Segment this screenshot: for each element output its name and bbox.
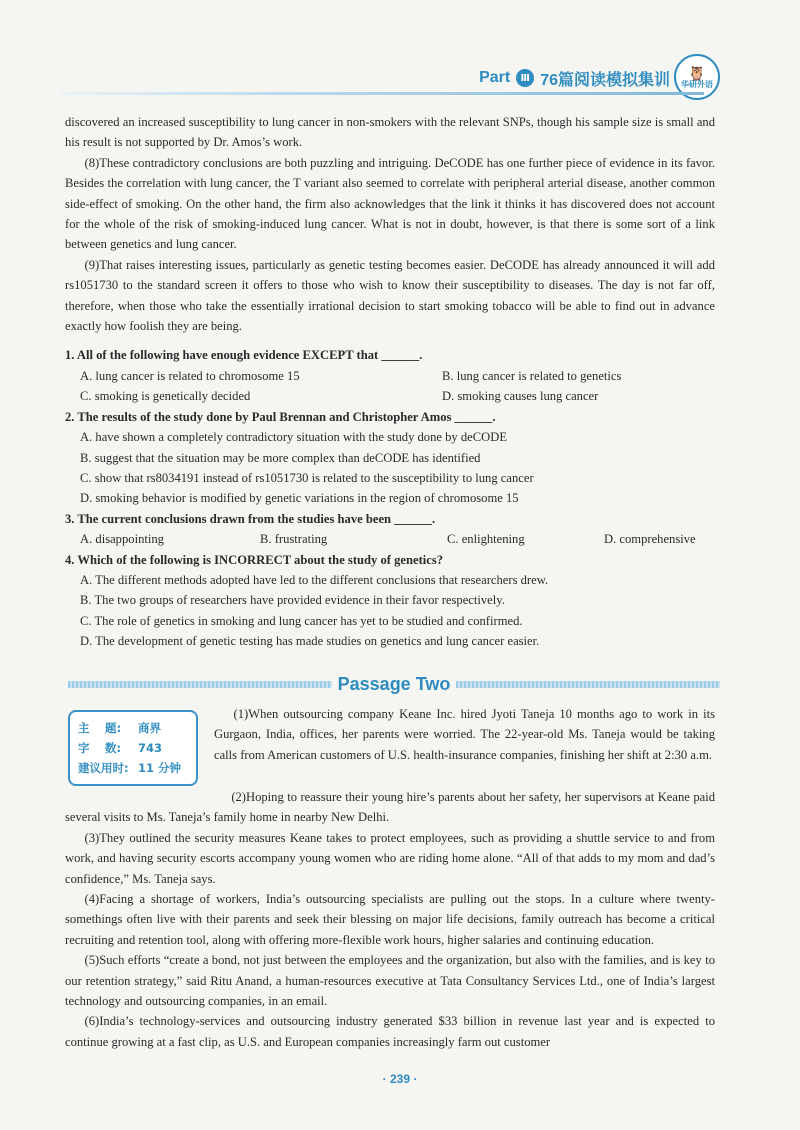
option-b: B. suggest that the situation may be more complex than deCODE has identified [80, 450, 481, 465]
option-c: C. enlightening [447, 532, 525, 547]
heading-rule-left [68, 681, 332, 688]
word-count-value: 743 [138, 741, 163, 755]
option-a: A. lung cancer is related to chromosome 15 [80, 368, 300, 383]
topic-label: 主 题: [78, 721, 122, 735]
part-number-badge: Ⅲ [516, 69, 534, 87]
word-count-label: 字 数: [78, 741, 122, 755]
paragraph-2: (2)Hoping to reassure their young hire’s parents about her safety, her supervisors at Keane paid several visits to Ms. Taneja’s family home in nearby New Delhi. [65, 790, 715, 825]
passage-two-heading [68, 672, 720, 696]
passage-info-box [68, 710, 198, 786]
option-d: D. smoking causes lung cancer [442, 389, 599, 404]
page-number: · 239 · [382, 1072, 418, 1086]
topic-value: 商界 [138, 721, 161, 735]
passage-two-body [65, 787, 715, 1052]
option-c: C. show that rs8034191 instead of rs1051730 is related to the susceptibility to lung cancer [80, 470, 534, 485]
question-3 [65, 509, 715, 550]
option-a: A. The different methods adopted have led to the different conclusions that researchers drew. [80, 572, 549, 587]
paragraph-6: (6)India’s technology-services and outsourcing industry generated $33 billion in revenue last year and is expected to continue growing at a fast clip, as U.S. and European companies increasingly farm out customer [65, 1014, 715, 1049]
passage-one-body [65, 112, 715, 652]
time-label: 建议用时: [78, 761, 129, 775]
part-label: Part [479, 69, 511, 86]
option-b: B. The two groups of researchers have provided evidence in their favor respectively. [80, 593, 505, 608]
paragraph-1: (1)When outsourcing company Keane Inc. hired Jyoti Taneja 10 months ago to work in its Gurgaon, India, offices, her parents were worried. The 22-year-old Ms. Taneja would be taking calls from American customers of U.S. health-insurance companies, finishing her shift at 2:30 a.m. [214, 707, 715, 762]
option-b: B. frustrating [260, 532, 328, 547]
header-divider [60, 92, 704, 95]
paragraph-8: (8)These contradictory conclusions are both puzzling and intriguing. DeCODE has one further piece of evidence in its favor. Besides the correlation with lung cancer, the T variant also seemed to correlate with peripheral arterial disease, another common side-effect of smoking. On the other hand, the firm also acknowledges that the link it thinks it has discovered does not account for the whole of the risk of smoking-induced lung cancer. What is not in doubt, however, is that there is some sort of a link between genetics and lung cancer. [65, 155, 715, 252]
question-list [65, 345, 715, 651]
question-1 [65, 345, 715, 406]
option-b: B. lung cancer is related to genetics [442, 368, 622, 383]
passage-two-intro [214, 704, 715, 765]
option-c: C. smoking is genetically decided [80, 389, 251, 404]
question-stem: 4. Which of the following is INCORRECT about the study of genetics? [65, 552, 444, 567]
part-heading [479, 66, 670, 90]
owl-icon: 🦉 [688, 64, 706, 81]
question-4 [65, 550, 715, 652]
question-stem: 1. All of the following have enough evidence EXCEPT that ______. [65, 348, 423, 363]
part-title: 76篇阅读模拟集训 [540, 71, 670, 89]
page-header [0, 50, 800, 100]
option-c: C. The role of genetics in smoking and lung cancer has yet to be studied and confirmed. [80, 613, 523, 628]
heading-rule-right [456, 681, 720, 688]
logo-text: 华研外语 [681, 79, 713, 89]
paragraph-3: (3)They outlined the security measures Keane takes to protect employees, such as providing a shuttle service to and from work, and having security escorts accompany young women who are riding home alone. “All of that adds to my mom and dad’s confidence,” Ms. Taneja says. [65, 830, 715, 886]
section-title: Passage Two [337, 673, 451, 694]
paragraph-9: (9)That raises interesting issues, particularly as genetic testing becomes easier. DeCODE has already announced it will add rs1051730 to the standard screen it offers to those who wish to know their susceptibility to diseases. The day is not far off, therefore, when those who take the essentially irrational decision to start smoking tobacco will be able to find out in advance exactly how foolish they are being. [65, 257, 715, 334]
continuation-paragraph: discovered an increased susceptibility to lung cancer in non-smokers with the relevant SNPs, though his sample size is small and his result is not supported by Dr. Amos’s work. [65, 115, 715, 150]
question-stem: 3. The current conclusions drawn from the studies have been ______. [65, 511, 436, 526]
question-stem: 2. The results of the study done by Paul Brennan and Christopher Amos ______. [65, 409, 496, 424]
option-a: A. disappointing [80, 532, 164, 547]
time-value: 11 分钟 [138, 761, 182, 775]
option-d: D. smoking behavior is modified by genetic variations in the region of chromosome 15 [80, 491, 519, 506]
option-d: D. The development of genetic testing has made studies on genetics and lung cancer easier. [80, 634, 540, 649]
paragraph-4: (4)Facing a shortage of workers, India’s outsourcing specialists are pulling out the stops. In a culture where twenty-somethings often live with their parents and seek their blessing on major life decisions, family outreach has become a critical recruiting and retention tool, along with offering more-flexible work hours, higher salaries and continuing education. [65, 892, 715, 947]
question-2 [65, 407, 715, 509]
option-d: D. comprehensive [604, 532, 696, 547]
paragraph-5: (5)Such efforts “create a bond, not just between the employees and the organization, but also with the families, and is key to our retention strategy,” said Ritu Anand, a human-resources executive at Tata Consultancy Services Ltd., one of India’s largest technology and outsourcing companies, in an email. [65, 953, 715, 1009]
option-a: A. have shown a completely contradictory situation with the study done by deCODE [80, 430, 508, 445]
